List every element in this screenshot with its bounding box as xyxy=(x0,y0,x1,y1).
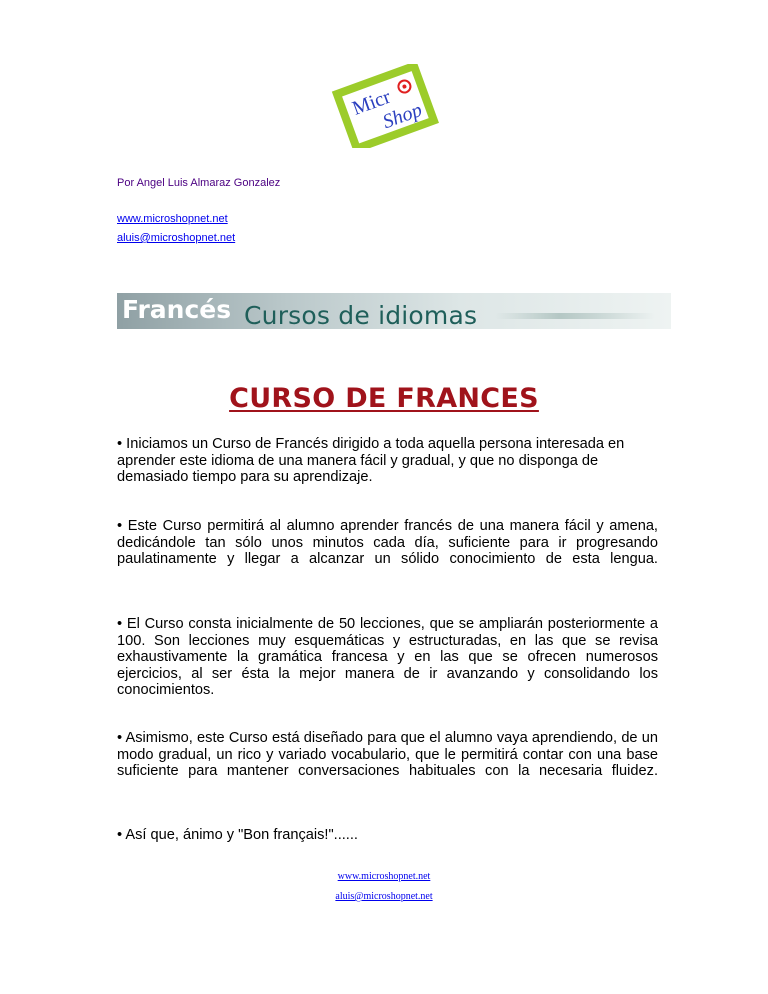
paragraph-5-text: Así que, ánimo y "Bon français!"...... xyxy=(125,827,358,843)
website-link[interactable]: www.microshopnet.net xyxy=(117,213,228,225)
bullet-icon: • xyxy=(117,730,123,746)
paragraph-1-text: Iniciamos un Curso de Francés dirigido a toda aquella persona interesada en aprender este idioma de una manera fácil y gradual, y que no disponga de demasiado tiempo para su aprendizaje. xyxy=(117,436,625,485)
banner-language: Francés xyxy=(122,295,232,324)
paragraph-3-text: El Curso consta inicialmente de 50 lecciones, que se ampliarán posteriormente a 100. Son lecciones muy esquemáticas y estructuradas, en las que se revisa exhaustivamente la gramática francesa y en las que se ofrecen numerosos ejercicios, al ser ésta la mejor manera de ir avanzando y consolidando los conocimientos. xyxy=(117,616,658,698)
logo-text-micr: Micr xyxy=(349,85,394,120)
paragraph-4-text: Asimismo, este Curso está diseñado para que el alumno vaya aprendiendo, de un modo gradual, un rico y variado vocabulario, que le permitirá contar con una base suficiente para mantener conversaciones habituales con la necesaria fluidez. xyxy=(117,730,658,779)
footer-email-link[interactable]: aluis@microshopnet.net xyxy=(335,891,433,902)
bullet-icon: • xyxy=(117,518,123,534)
bullet-icon: • xyxy=(117,616,123,632)
bullet-icon: • xyxy=(117,436,123,452)
page-title: CURSO DE FRANCES xyxy=(229,383,539,414)
paragraph-3 xyxy=(117,616,658,699)
footer-website-link[interactable]: www.microshopnet.net xyxy=(337,871,431,882)
bullet-icon: • xyxy=(117,827,123,843)
banner-subtitle: Cursos de idiomas xyxy=(244,301,478,329)
banner-decoration xyxy=(495,313,655,319)
paragraph-4 xyxy=(117,730,658,780)
paragraph-5 xyxy=(117,827,658,844)
author-line: Por Angel Luis Almaraz Gonzalez xyxy=(117,177,281,189)
microshop-logo xyxy=(330,64,442,148)
paragraph-2 xyxy=(117,518,658,568)
paragraph-2-text: Este Curso permitirá al alumno aprender francés de una manera fácil y amena, dedicándole tan sólo unos minutos cada día, suficiente para ir progresando paulatinamente y llegar a alcanzar un sólido conocimiento de esta lengua. xyxy=(117,518,658,567)
course-banner xyxy=(117,293,671,329)
email-link[interactable]: aluis@microshopnet.net xyxy=(117,232,236,244)
logo-text-shop: Shop xyxy=(379,98,425,134)
paragraph-1 xyxy=(117,436,658,486)
